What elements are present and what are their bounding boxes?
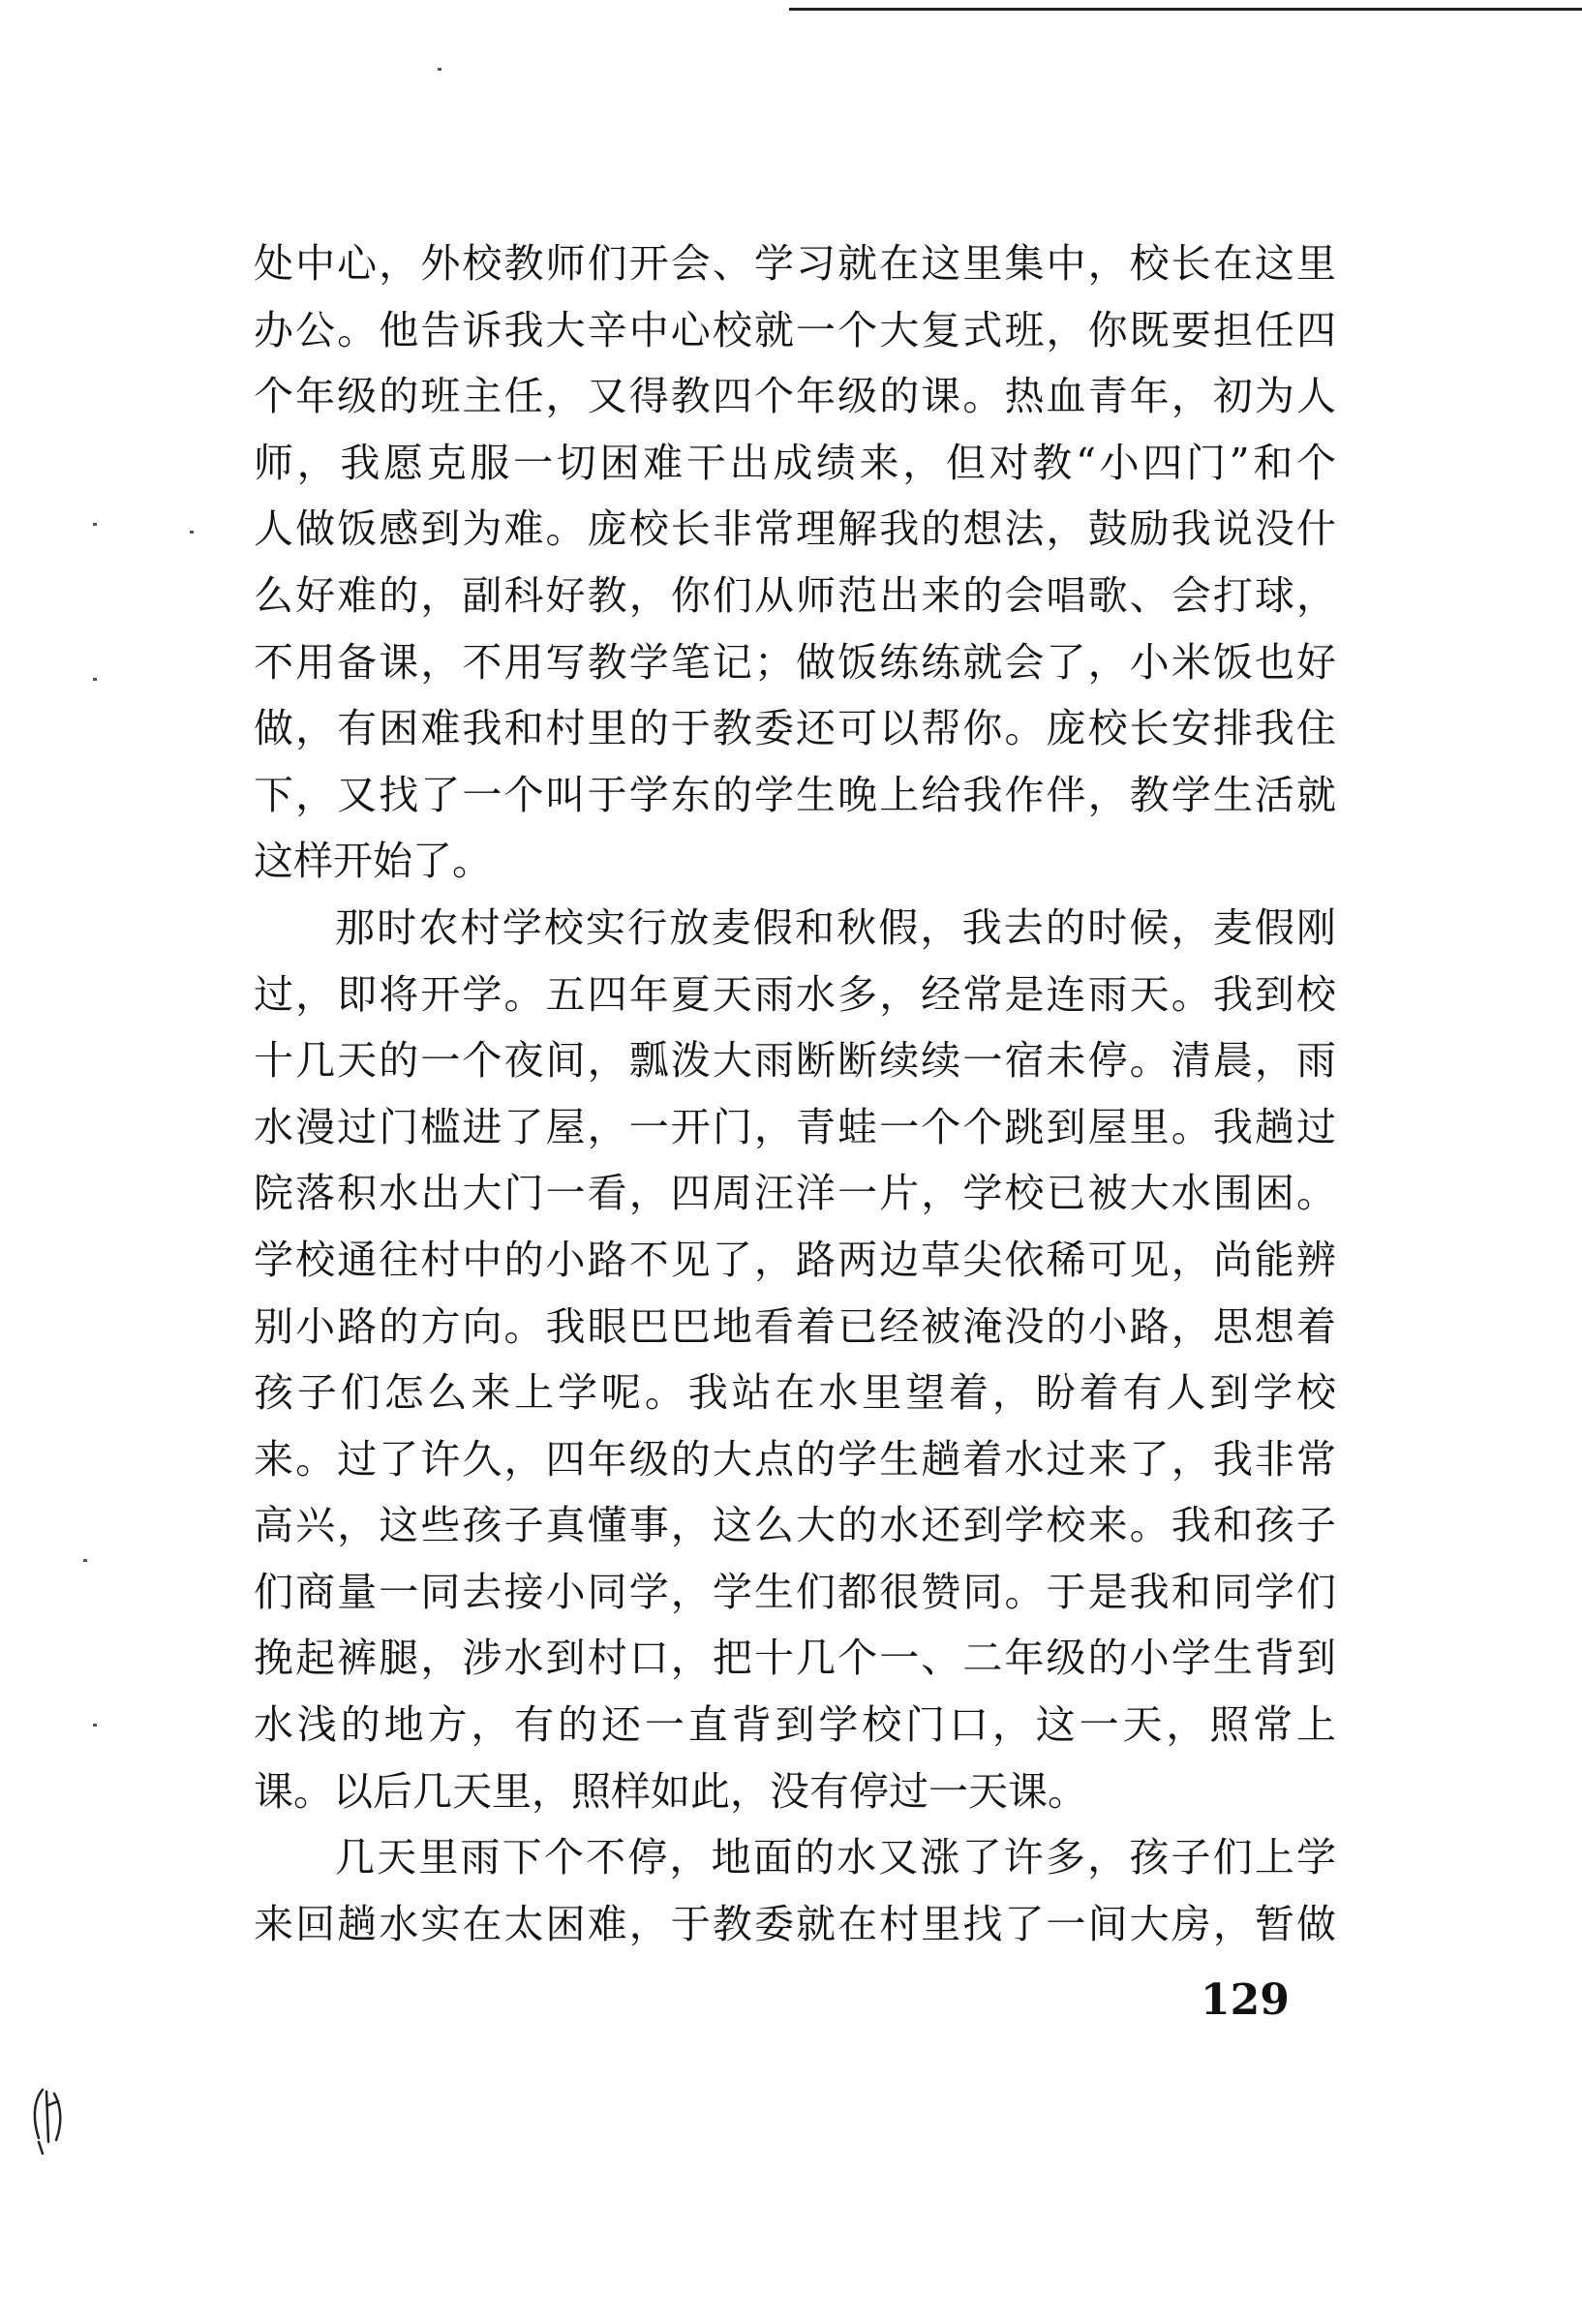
text-line: 来回趟水实在太困难，于教委就在村里找了一间大房，暂做 xyxy=(254,1900,1336,1947)
text-line: 过，即将开学。五四年夏天雨水多，经常是连雨天。我到校 xyxy=(254,970,1336,1018)
text-line: 几天里雨下个不停，地面的水又涨了许多，孩子们上学 xyxy=(335,1834,1336,1881)
text-line: 下，又找了一个叫于学东的学生晚上给我作伴，教学生活就 xyxy=(254,771,1336,818)
scan-speck xyxy=(438,68,441,71)
scan-speck xyxy=(93,523,97,526)
scan-speck xyxy=(93,1724,97,1727)
handwritten-margin-mark xyxy=(29,2082,68,2159)
text-line: 们商量一同去接小同学，学生们都很赞同。于是我和同学们 xyxy=(254,1568,1336,1615)
text-line: 做，有困难我和村里的于教委还可以帮你。庞校长安排我住 xyxy=(254,705,1336,752)
text-line: 院落积水出大门一看，四周汪洋一片，学校已被大水围困。 xyxy=(254,1170,1336,1217)
text-line: 不用备课，不用写教学笔记；做饭练练就会了，小米饭也好 xyxy=(254,638,1336,686)
scan-speck xyxy=(190,531,194,534)
text-line: 课。以后几天里，照样如此，没有停过一天课。 xyxy=(254,1767,1087,1815)
header-rule xyxy=(789,8,1582,11)
text-line: 水漫过门槛进了屋，一开门，青蛙一个个跳到屋里。我趟过 xyxy=(254,1103,1336,1150)
text-line: 高兴，这些孩子真懂事，这么大的水还到学校来。我和孩子 xyxy=(254,1502,1336,1549)
text-line: 处中心，外校教师们开会、学习就在这里集中，校长在这里 xyxy=(254,240,1336,287)
text-line: 师，我愿克服一切困难干出成绩来，但对教“小四门”和个 xyxy=(254,439,1336,486)
text-line: 这样开始了。 xyxy=(254,838,492,885)
text-line: 学校通往村中的小路不见了，路两边草尖依稀可见，尚能辨 xyxy=(254,1236,1336,1283)
text-line: 挽起裤腿，涉水到村口，把十几个一、二年级的小学生背到 xyxy=(254,1635,1336,1682)
scan-speck xyxy=(93,678,97,681)
body-text xyxy=(254,230,1336,1957)
text-line: 别小路的方向。我眼巴巴地看着已经被淹没的小路，思想着 xyxy=(254,1302,1336,1350)
page-number: 129 xyxy=(1201,1975,1290,2025)
text-line: 十几天的一个夜间，瓢泼大雨断断续续一宿未停。清晨，雨 xyxy=(254,1037,1336,1085)
text-line: 水浅的地方，有的还一直背到学校门口，这一天，照常上 xyxy=(254,1701,1336,1749)
text-line: 来。过了许久，四年级的大点的学生趟着水过来了，我非常 xyxy=(254,1435,1336,1483)
text-line: 个年级的班主任，又得教四个年级的课。热血青年，初为人 xyxy=(254,373,1336,420)
text-line: 人做饭感到为难。庞校长非常理解我的想法，鼓励我说没什 xyxy=(254,505,1336,553)
text-line: 么好难的，副科好教，你们从师范出来的会唱歌、会打球， xyxy=(254,571,1336,619)
text-line: 那时农村学校实行放麦假和秋假，我去的时候，麦假刚 xyxy=(335,903,1336,951)
text-line: 办公。他告诉我大辛中心校就一个大复式班，你既要担任四 xyxy=(254,306,1336,353)
text-line: 孩子们怎么来上学呢。我站在水里望着，盼着有人到学校 xyxy=(254,1369,1336,1417)
scan-speck xyxy=(83,1559,87,1562)
